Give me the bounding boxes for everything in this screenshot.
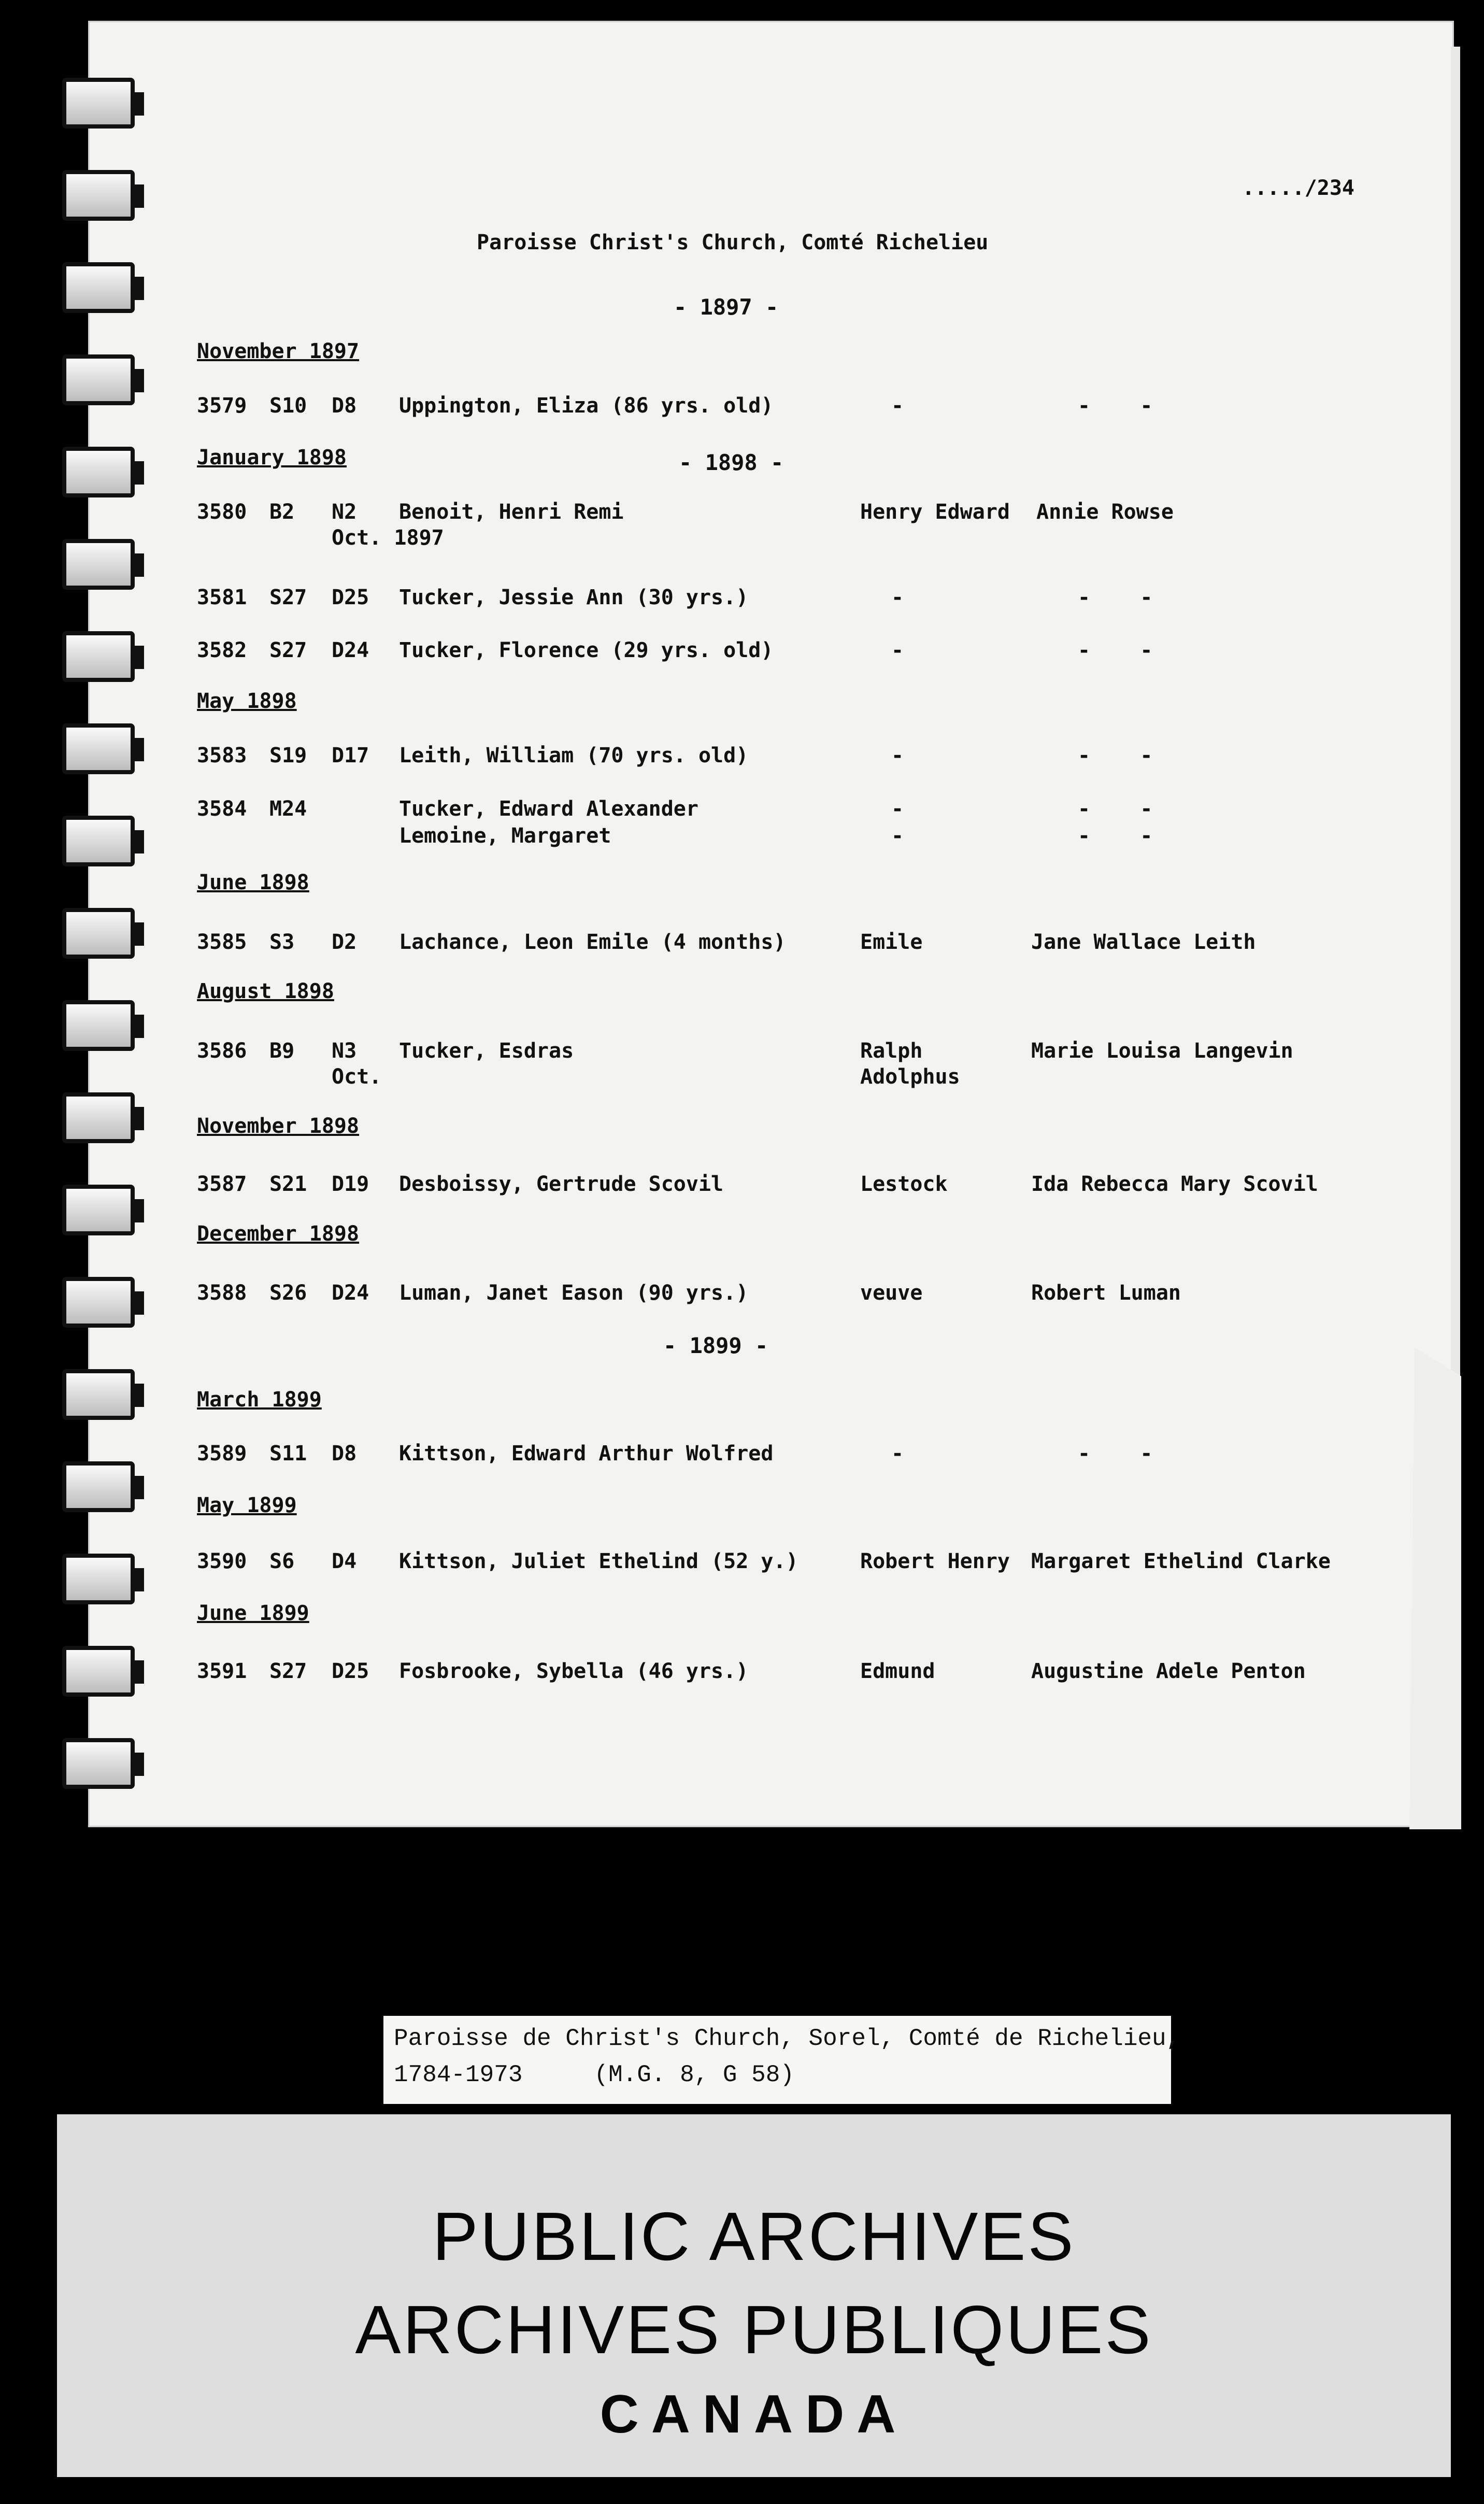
source-label-line2: 1784-1973 (M.G. 8, G 58) bbox=[394, 2061, 794, 2088]
entry-act: S27 bbox=[269, 1659, 307, 1683]
entry-number: 3585 bbox=[197, 930, 247, 954]
entry-number: 3579 bbox=[197, 394, 247, 418]
entry-name: Kittson, Juliet Ethelind (52 y.) bbox=[399, 1549, 798, 1573]
entry-mother: Ida Rebecca Mary Scovil bbox=[1031, 1172, 1318, 1196]
binding-ring bbox=[62, 723, 135, 774]
entry-act: S21 bbox=[269, 1172, 307, 1196]
entry-father: Robert Henry bbox=[860, 1549, 1010, 1573]
entry-date: D8 bbox=[332, 394, 357, 418]
entry-date: D25 bbox=[332, 1659, 369, 1683]
month-heading: June 1898 bbox=[197, 871, 309, 894]
binding-ring bbox=[62, 1277, 135, 1328]
month-heading: November 1897 bbox=[197, 339, 360, 363]
entry-date: D2 bbox=[332, 930, 357, 954]
entry-act: S11 bbox=[269, 1442, 307, 1466]
binding-ring bbox=[62, 1369, 135, 1420]
binding-ring bbox=[62, 1461, 135, 1512]
entry-act: S19 bbox=[269, 744, 307, 767]
entry-act: B2 bbox=[269, 500, 295, 524]
entry-date: N2 bbox=[332, 500, 357, 524]
entry-number: 3586 bbox=[197, 1039, 247, 1063]
entry-number: 3582 bbox=[197, 638, 247, 662]
entry-act: S27 bbox=[269, 638, 307, 662]
entry-father: - bbox=[891, 797, 904, 821]
entry-name-spouse: Lemoine, Margaret bbox=[399, 824, 611, 848]
binding-ring bbox=[62, 1738, 135, 1789]
binding-ring bbox=[62, 354, 135, 405]
entry-date: D24 bbox=[332, 638, 369, 662]
binding-ring bbox=[62, 447, 135, 497]
entry-mother: Augustine Adele Penton bbox=[1031, 1659, 1306, 1683]
entry-name: Uppington, Eliza (86 yrs. old) bbox=[399, 394, 774, 418]
entry-act: M24 bbox=[269, 797, 307, 821]
entry-mother-spouse: - - bbox=[1078, 824, 1153, 848]
binding-ring bbox=[62, 908, 135, 959]
entry-date: D8 bbox=[332, 1442, 357, 1466]
entry-number: 3588 bbox=[197, 1281, 247, 1305]
entry-mother: - - bbox=[1078, 586, 1153, 609]
year-marker: - 1899 - bbox=[663, 1333, 768, 1358]
entry-father: Emile bbox=[860, 930, 923, 954]
archive-banner bbox=[57, 2114, 1451, 2477]
page-tab bbox=[1409, 1347, 1461, 1829]
entry-name: Lachance, Leon Emile (4 months) bbox=[399, 930, 786, 954]
entry-mother: - - bbox=[1078, 394, 1153, 418]
entry-father: - bbox=[891, 586, 904, 609]
entry-name: Tucker, Jessie Ann (30 yrs.) bbox=[399, 586, 749, 609]
month-heading: August 1898 bbox=[197, 979, 334, 1003]
entry-act: S27 bbox=[269, 586, 307, 609]
register-title: Paroisse Christ's Church, Comté Richelieu bbox=[477, 231, 989, 254]
month-heading: January 1898 bbox=[197, 446, 347, 470]
binding-ring bbox=[62, 1554, 135, 1604]
entry-date: D25 bbox=[332, 586, 369, 609]
entry-number: 3580 bbox=[197, 500, 247, 524]
entry-mother: Margaret Ethelind Clarke bbox=[1031, 1549, 1331, 1573]
entry-name: Fosbrooke, Sybella (46 yrs.) bbox=[399, 1659, 749, 1683]
entry-father: Edmund bbox=[860, 1659, 935, 1683]
entry-father: - bbox=[891, 744, 904, 767]
binding-ring bbox=[62, 1646, 135, 1697]
entry-date: D4 bbox=[332, 1549, 357, 1573]
month-heading: May 1899 bbox=[197, 1493, 297, 1517]
entry-name: Desboissy, Gertrude Scovil bbox=[399, 1172, 724, 1196]
entry-name: Kittson, Edward Arthur Wolfred bbox=[399, 1442, 774, 1466]
binding-ring bbox=[62, 1000, 135, 1051]
entry-name: Luman, Janet Eason (90 yrs.) bbox=[399, 1281, 749, 1305]
archive-line-french: ARCHIVES PUBLIQUES bbox=[355, 2292, 1153, 2368]
entry-father: - bbox=[891, 638, 904, 662]
binding-ring bbox=[62, 631, 135, 682]
entry-father: Ralph bbox=[860, 1039, 923, 1063]
entry-mother: Robert Luman bbox=[1031, 1281, 1181, 1305]
binding-ring bbox=[62, 1185, 135, 1235]
year-marker: - 1897 - bbox=[674, 294, 779, 320]
entry-date: D24 bbox=[332, 1281, 369, 1305]
entry-father-second: Adolphus bbox=[860, 1065, 960, 1089]
entry-father: Lestock bbox=[860, 1172, 948, 1196]
entry-date-month: Oct. bbox=[332, 1065, 382, 1089]
entry-mother: Jane Wallace Leith bbox=[1031, 930, 1256, 954]
entry-date: D19 bbox=[332, 1172, 369, 1196]
entry-act: S10 bbox=[269, 394, 307, 418]
entry-name: Tucker, Florence (29 yrs. old) bbox=[399, 638, 774, 662]
entry-mother: Annie Rowse bbox=[1036, 500, 1174, 524]
month-heading: March 1899 bbox=[197, 1388, 322, 1412]
archive-line-english: PUBLIC ARCHIVES bbox=[432, 2198, 1076, 2274]
entry-mother: - - bbox=[1078, 1442, 1153, 1466]
binding-ring bbox=[62, 1092, 135, 1143]
binding-ring bbox=[62, 78, 135, 129]
entry-number: 3590 bbox=[197, 1549, 247, 1573]
entry-act: S3 bbox=[269, 930, 295, 954]
binding-ring bbox=[62, 170, 135, 221]
binding-ring bbox=[62, 262, 135, 313]
month-heading: May 1898 bbox=[197, 689, 297, 713]
month-heading: December 1898 bbox=[197, 1222, 360, 1246]
entry-name: Benoit, Henri Remi bbox=[399, 500, 624, 524]
entry-date-month: Oct. 1897 bbox=[332, 526, 444, 550]
entry-father: - bbox=[891, 394, 904, 418]
entry-mother: - - bbox=[1078, 797, 1153, 821]
archive-line-country: CANADA bbox=[600, 2384, 908, 2444]
binding-ring bbox=[62, 539, 135, 590]
entry-mother: Marie Louisa Langevin bbox=[1031, 1039, 1293, 1063]
entry-mother: - - bbox=[1078, 638, 1153, 662]
entry-name: Tucker, Esdras bbox=[399, 1039, 574, 1063]
entry-father-spouse: - bbox=[891, 824, 904, 848]
entry-date: D17 bbox=[332, 744, 369, 767]
source-label-line1: Paroisse de Christ's Church, Sorel, Comté de Richelieu, bbox=[394, 2025, 1181, 2052]
entry-father: veuve bbox=[860, 1281, 923, 1305]
entry-name: Tucker, Edward Alexander bbox=[399, 797, 698, 821]
entry-number: 3589 bbox=[197, 1442, 247, 1466]
entry-number: 3583 bbox=[197, 744, 247, 767]
entry-number: 3584 bbox=[197, 797, 247, 821]
entry-father: Henry Edward bbox=[860, 500, 1010, 524]
entry-name: Leith, William (70 yrs. old) bbox=[399, 744, 749, 767]
entry-number: 3591 bbox=[197, 1659, 247, 1683]
entry-act: S26 bbox=[269, 1281, 307, 1305]
page-number: ...../234 bbox=[1242, 176, 1354, 200]
entry-date: N3 bbox=[332, 1039, 357, 1063]
entry-father: - bbox=[891, 1442, 904, 1466]
entry-act: B9 bbox=[269, 1039, 295, 1063]
year-marker: - 1898 - bbox=[679, 450, 784, 475]
month-heading: June 1899 bbox=[197, 1601, 309, 1625]
entry-number: 3587 bbox=[197, 1172, 247, 1196]
entry-mother: - - bbox=[1078, 744, 1153, 767]
entry-act: S6 bbox=[269, 1549, 295, 1573]
binding-ring bbox=[62, 816, 135, 866]
entry-number: 3581 bbox=[197, 586, 247, 609]
source-label bbox=[383, 2016, 1181, 2104]
month-heading: November 1898 bbox=[197, 1114, 360, 1138]
